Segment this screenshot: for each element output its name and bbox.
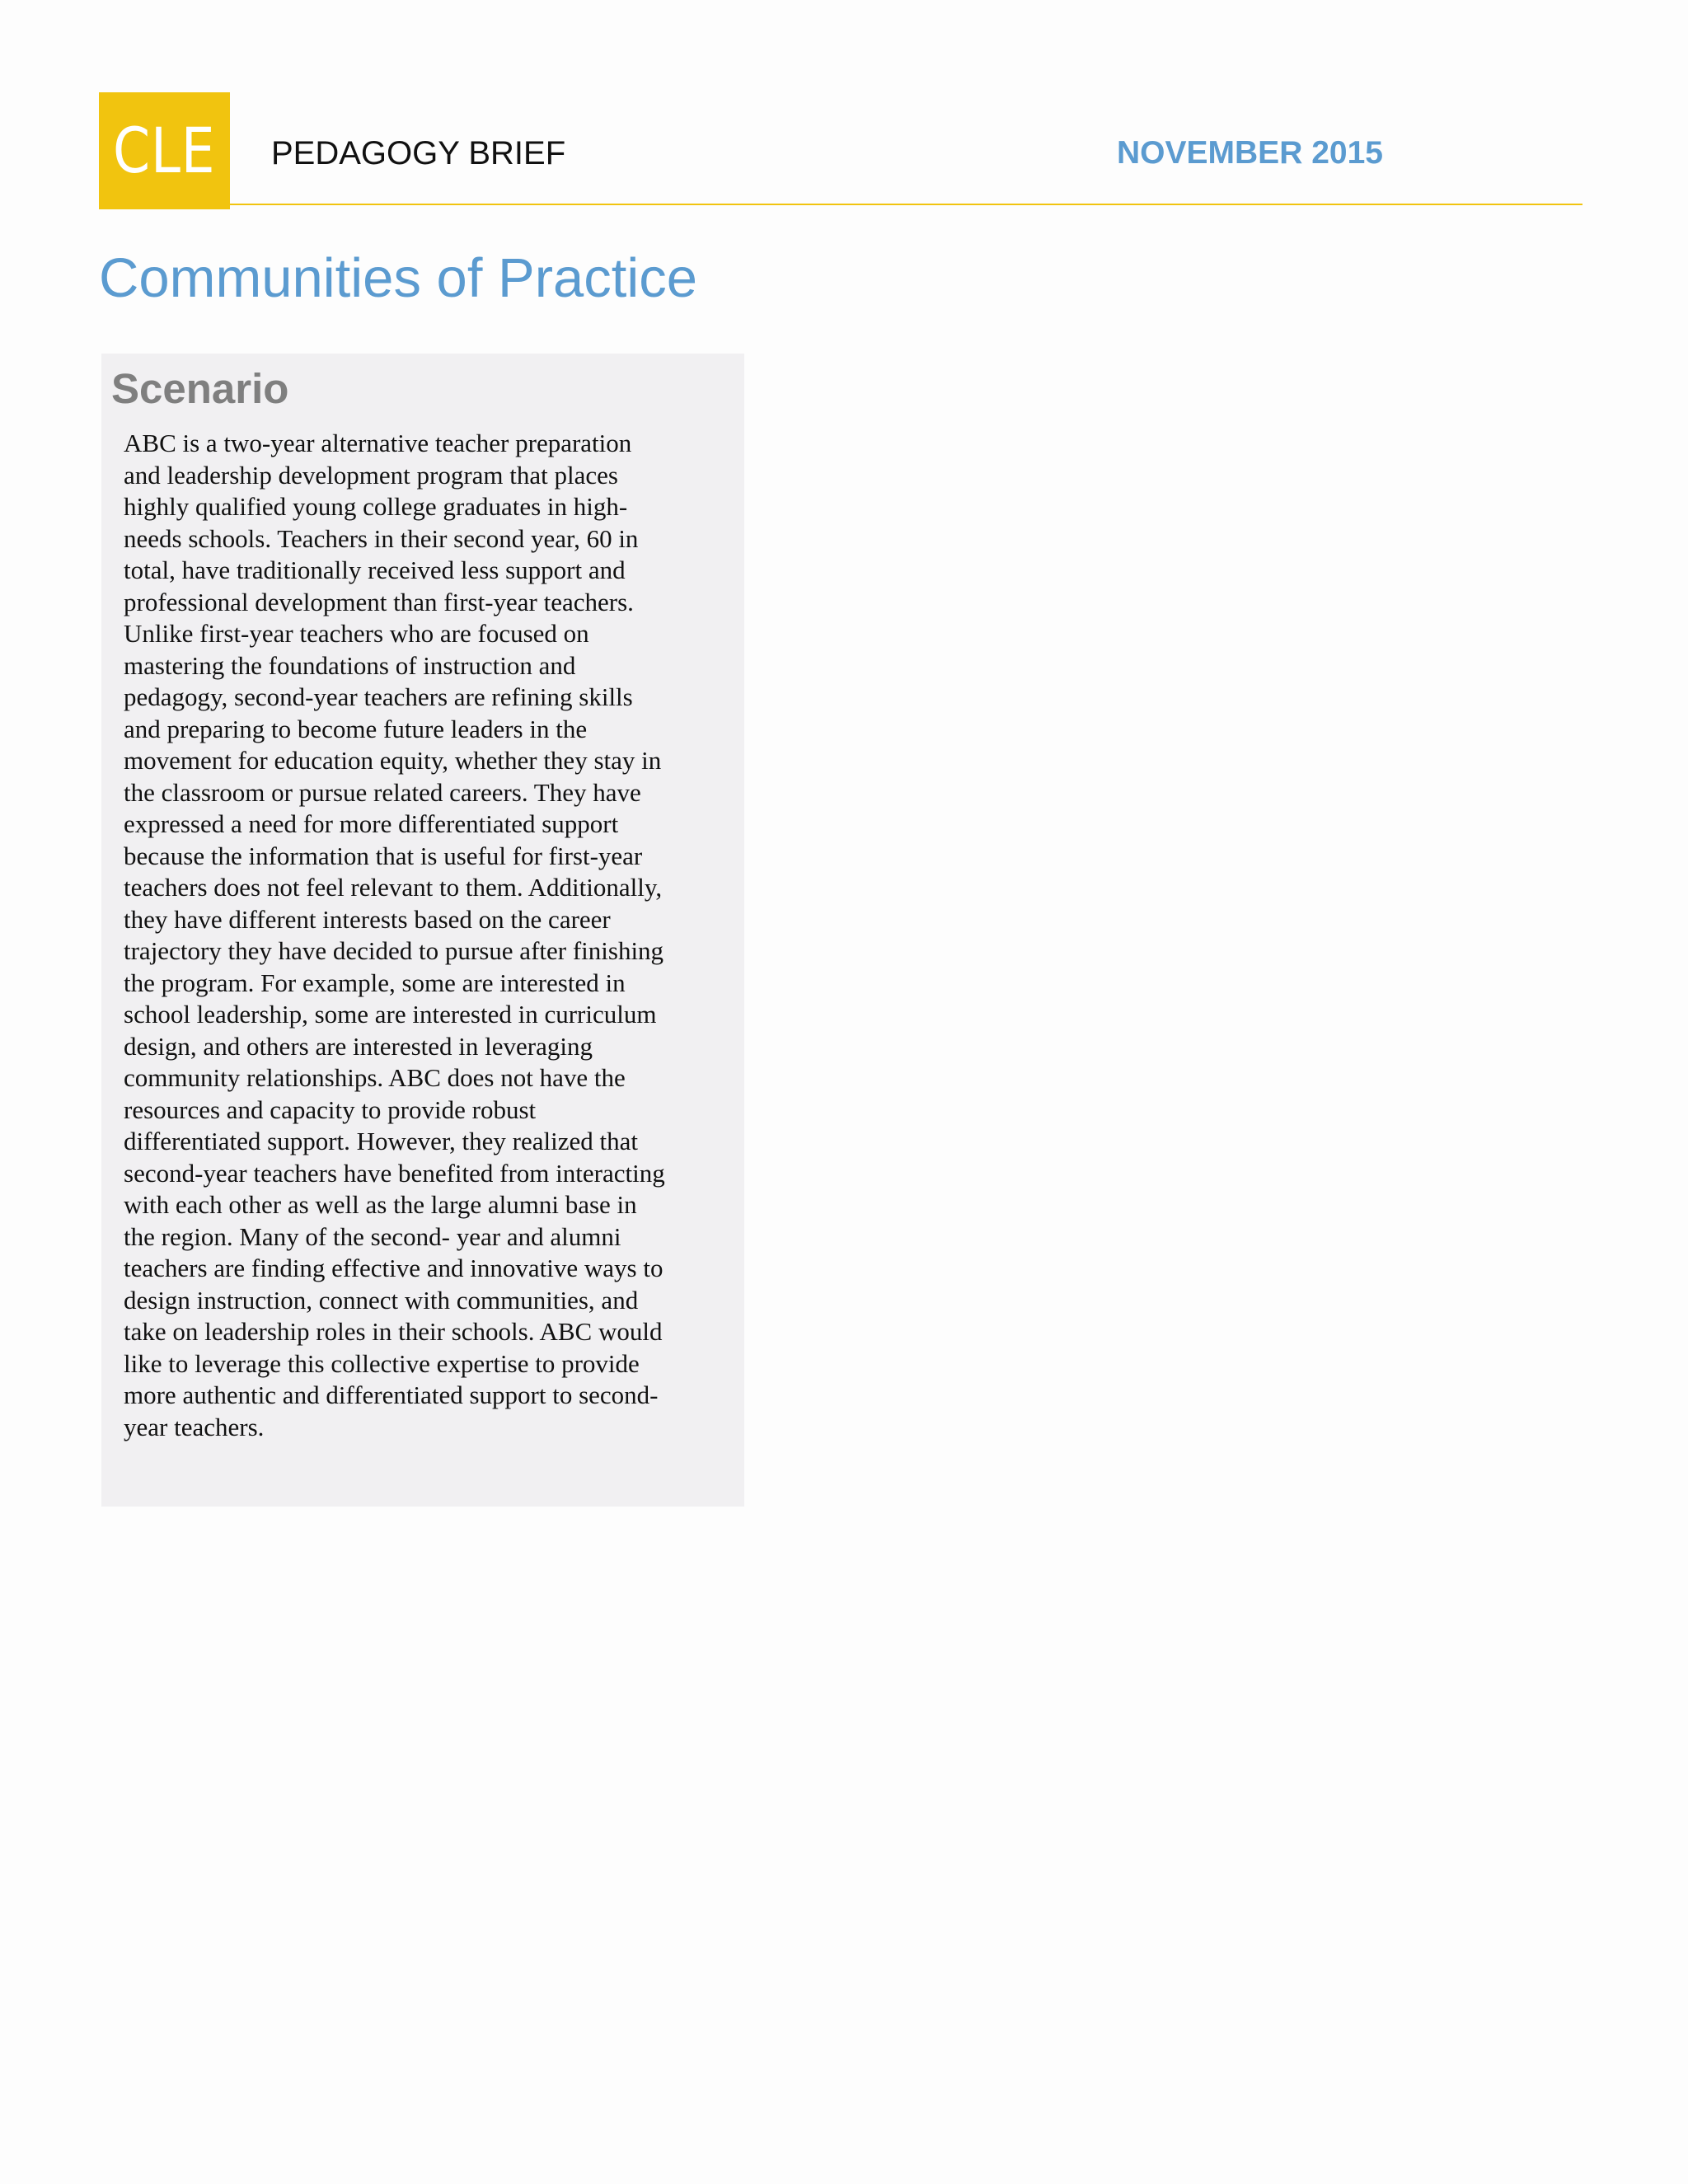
scenario-line: movement for education equity, whether they stay in bbox=[124, 746, 662, 775]
scenario-line: second-year teachers have benefited from interacting bbox=[124, 1158, 665, 1188]
cle-logo bbox=[99, 92, 230, 209]
scenario-line: Unlike first-year teachers who are focused on bbox=[124, 619, 589, 648]
scenario-line: resources and capacity to provide robust bbox=[124, 1094, 537, 1124]
logo-text: CLE bbox=[113, 114, 216, 187]
scenario-line: expressed a need for more differentiated support bbox=[124, 809, 619, 838]
scenario-line: design instruction, connect with communities, and bbox=[124, 1285, 639, 1315]
scenario-line: the program. For example, some are interested in bbox=[124, 968, 626, 997]
scenario-heading: Scenario bbox=[111, 365, 289, 412]
scenario-line: community relationships. ABC does not have the bbox=[124, 1063, 626, 1092]
scenario-line: total, have traditionally received less support and bbox=[124, 555, 626, 584]
scenario-line: teachers does not feel relevant to them. Additionally, bbox=[124, 873, 663, 902]
scenario-line: mastering the foundations of instruction and bbox=[124, 650, 576, 680]
scenario-line: and leadership development program that places bbox=[124, 460, 618, 490]
scenario-line: professional development than first-year teachers. bbox=[124, 587, 634, 616]
scenario-line: the classroom or pursue related careers. They have bbox=[124, 777, 641, 807]
scenario-line: highly qualified young college graduates in high- bbox=[124, 492, 628, 521]
scenario-line: teachers are finding effective and innovative ways to bbox=[124, 1254, 663, 1282]
scenario-line: differentiated support. However, they realized that bbox=[124, 1127, 638, 1155]
scenario-line: they have different interests based on the career bbox=[124, 904, 611, 934]
scenario-line: because the information that is useful for first-year bbox=[124, 841, 643, 870]
publication-date: NOVEMBER 2015 bbox=[1117, 135, 1383, 171]
scenario-line: year teachers. bbox=[124, 1412, 265, 1441]
header-divider bbox=[230, 204, 1582, 205]
scenario-line: the region. Many of the second- year and alumni bbox=[124, 1221, 621, 1251]
document-title: Communities of Practice bbox=[99, 247, 698, 309]
scenario-line: take on leadership roles in their schools. ABC would bbox=[124, 1317, 663, 1346]
scenario-line: like to leverage this collective expertise to provide bbox=[124, 1348, 640, 1378]
scenario-line: trajectory they have decided to pursue after finishing bbox=[124, 936, 664, 965]
scenario-line: ABC is a two-year alternative teacher preparation bbox=[124, 429, 632, 457]
scenario-body bbox=[124, 428, 725, 1443]
scenario-line: design, and others are interested in leveraging bbox=[124, 1031, 593, 1061]
scenario-line: more authentic and differentiated support to second- bbox=[124, 1380, 659, 1409]
scenario-line: and preparing to become future leaders in the bbox=[124, 714, 588, 743]
scenario-line: pedagogy, second-year teachers are refining skills bbox=[124, 682, 633, 711]
series-label: PEDAGOGY BRIEF bbox=[271, 135, 566, 171]
scenario-line: with each other as well as the large alumni base in bbox=[124, 1190, 637, 1219]
scenario-line: school leadership, some are interested in curriculum bbox=[124, 1000, 657, 1029]
scenario-line: needs schools. Teachers in their second year, 60 in bbox=[124, 523, 639, 553]
